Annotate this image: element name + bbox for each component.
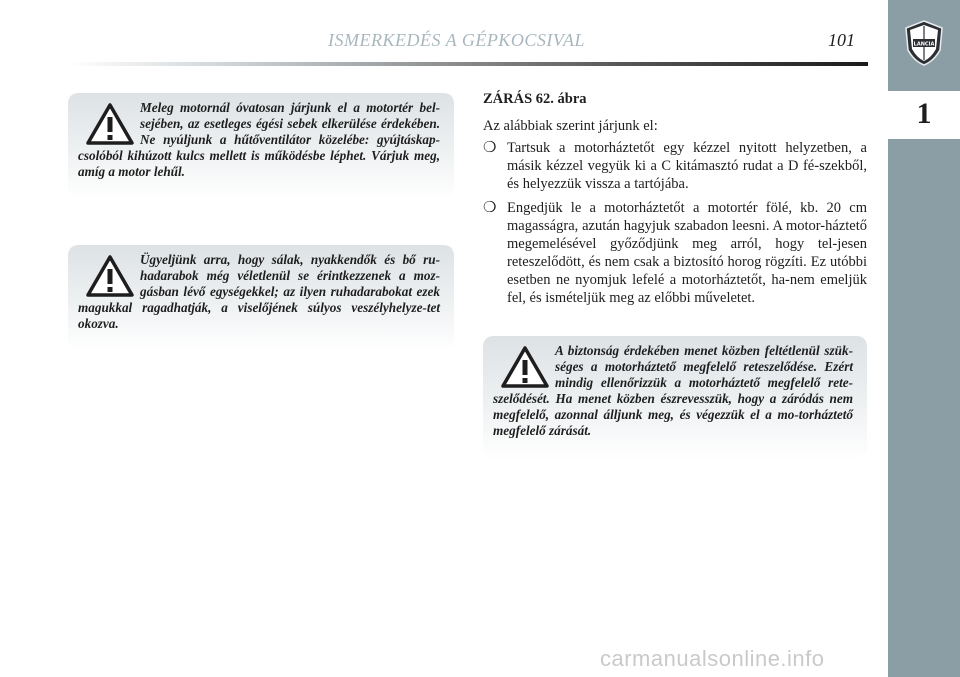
chapter-number: 1 xyxy=(916,97,932,130)
warning-box-loose-clothing xyxy=(68,245,454,351)
watermark-text: carmanualsonline.info xyxy=(600,646,825,671)
warning-triangle-icon xyxy=(86,254,134,298)
warning-text: Meleg motornál óvatosan járjunk el a motortér bel-sejében, az esetleges égési sebek elkerülése érdekében. Ne nyúljunk a hűtőventilátor közelébe: gyújtáskap-csolóból kihúzott kulcs mellett is működésbe léphet. Várjuk meg, amíg a motor lehűl. xyxy=(78,100,440,179)
bullet-circle-icon: ❍ xyxy=(483,200,497,216)
page-number: 101 xyxy=(828,30,855,50)
procedure-list xyxy=(483,139,867,313)
warning-text: Ügyeljünk arra, hogy sálak, nyakkendők és bő ru-hadarabok még véletlenül se érintkezzenek a moz-gásban lévő egységekkel; az ilyen ruhadarabokat ezek magukkal ragadhatják, a viselőjének súlyos veszélyhelyze-tet okozva. xyxy=(78,252,440,331)
svg-text:LANCIA: LANCIA xyxy=(913,41,935,48)
section-intro: Az alábbiak szerint járjunk el: xyxy=(483,118,658,134)
lancia-logo xyxy=(904,20,944,66)
list-item-text: Tartsuk a motorháztetőt egy kézzel nyitott helyzetben, a másik kézzel vegyük ki a C kitámasztó rudat a D fé-szekből, és helyezzük vissza a tartójába. xyxy=(507,140,867,192)
section-title: ZÁRÁS 62. ábra xyxy=(483,91,587,107)
warning-box-hood-latch xyxy=(483,336,867,460)
warning-box-hot-engine xyxy=(68,93,454,199)
list-item xyxy=(483,199,867,307)
list-item xyxy=(483,139,867,193)
list-item-text: Engedjük le a motorháztetőt a motortér fölé, kb. 20 cm magasságra, azután hagyjuk szabadon leesni. A motor-háztető megemelésével győződjünk meg arról, hogy tel-jesen reteszelődött, és nem csak a biztosító horog rögzíti. Ez utóbbi esetben ne nyomjuk lefelé a motorháztetőt, ha-nem emeljük fel, és ismételjük meg az előbbi műveletet. xyxy=(507,200,867,306)
bullet-circle-icon: ❍ xyxy=(483,140,497,156)
running-header-title: ISMERKEDÉS A GÉPKOCSIVAL xyxy=(328,30,585,50)
warning-triangle-icon xyxy=(501,345,549,389)
warning-text: A biztonság érdekében menet közben feltétlenül szük-séges a motorháztető megfelelő reteszelődése. Ezért mindig ellenőrizzük a motorháztető megfelelő rete-szelődését. Ha menet közben észrevesszük, hogy a záródás nem megfelelő, azonnal álljunk meg, és végezzük el a mo-torháztető megfelelő zárását. xyxy=(493,343,853,438)
warning-triangle-icon xyxy=(86,102,134,146)
header-divider xyxy=(68,62,868,66)
